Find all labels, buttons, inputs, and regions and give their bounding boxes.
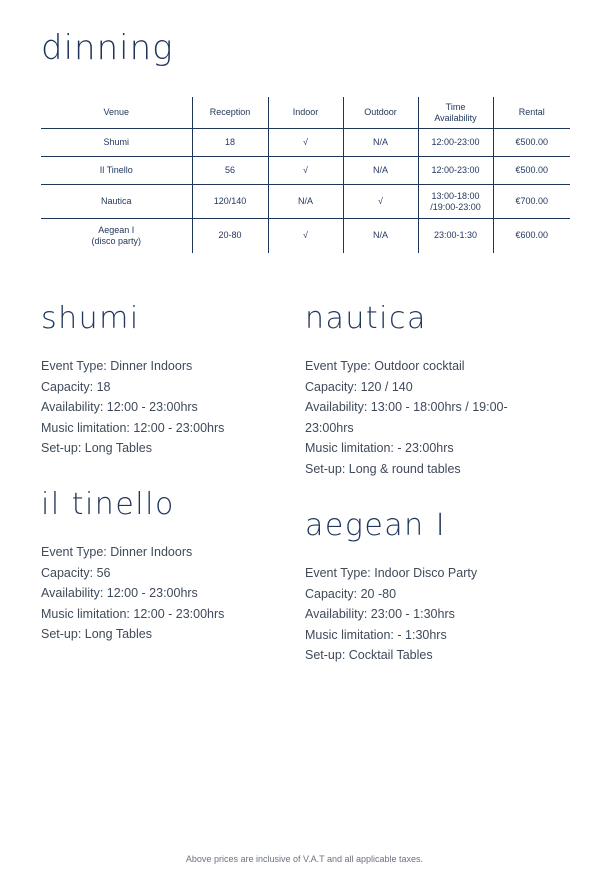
table-cell: 12:00-23:00 xyxy=(418,129,493,157)
table-cell: N/A xyxy=(343,129,418,157)
table-cell: √ xyxy=(268,129,343,157)
table-header-row xyxy=(41,97,570,129)
detail-music-limitation: Music limitation: 12:00 - 23:00hrs xyxy=(41,420,225,435)
table-cell: €700.00 xyxy=(493,185,570,219)
table-cell: Aegean I (disco party) xyxy=(91,224,141,246)
table-cell: 18 xyxy=(192,129,268,157)
table-cell: €500.00 xyxy=(493,129,570,157)
section-il-tinello xyxy=(41,487,291,645)
section-title: aegean I xyxy=(305,508,447,543)
table-cell: N/A xyxy=(343,157,418,185)
detail-event-type: Event Type: Dinner Indoors xyxy=(41,545,193,559)
table-cell: Shumi xyxy=(41,129,192,157)
table-cell: N/A xyxy=(343,219,418,253)
table-row xyxy=(41,219,570,253)
column-header-indoor: Indoor xyxy=(268,97,343,129)
detail-event-type: Event Type: Dinner Indoors xyxy=(41,359,193,373)
table-cell: €500.00 xyxy=(493,157,570,185)
column-header-reception: Reception xyxy=(192,97,268,129)
section-details xyxy=(41,542,291,645)
detail-setup: Set-up: Long & round tables xyxy=(305,461,461,476)
detail-capacity: Capacity: 20 -80 xyxy=(305,586,397,601)
detail-availability-continued: 23:00hrs xyxy=(305,420,354,435)
detail-setup: Set-up: Cocktail Tables xyxy=(305,648,433,663)
section-details xyxy=(305,356,575,480)
table-cell: √ xyxy=(268,219,343,253)
table-cell: 120/140 xyxy=(192,185,268,219)
table-cell: √ xyxy=(343,185,418,219)
detail-setup: Set-up: Long Tables xyxy=(41,627,152,642)
footer-note: Above prices are inclusive of V.A.T and all applicable taxes. xyxy=(185,854,424,864)
section-title: il tinello xyxy=(41,487,175,522)
column-header-venue: Venue xyxy=(41,97,192,129)
section-nautica xyxy=(305,301,575,480)
section-details xyxy=(305,563,575,666)
section-title: nautica xyxy=(305,301,427,336)
table-cell: 56 xyxy=(192,157,268,185)
table-cell: 12:00-23:00 xyxy=(418,157,493,185)
table-row xyxy=(41,129,570,157)
detail-availability: Availability: 12:00 - 23:00hrs xyxy=(41,400,198,415)
detail-music-limitation: Music limitation: 12:00 - 23:00hrs xyxy=(41,606,225,621)
section-shumi xyxy=(41,301,291,459)
venue-table xyxy=(41,97,570,253)
column-header-outdoor: Outdoor xyxy=(343,97,418,129)
table-cell: 23:00-1:30 xyxy=(418,219,493,253)
table-cell: N/A xyxy=(268,185,343,219)
detail-setup: Set-up: Long Tables xyxy=(41,441,152,456)
column-header-time-availability: Time Availability xyxy=(418,97,493,129)
table-row xyxy=(41,185,570,219)
table-cell: 20-80 xyxy=(192,219,268,253)
detail-event-type: Event Type: Outdoor cocktail xyxy=(305,359,465,373)
section-aegean xyxy=(305,508,575,666)
detail-capacity: Capacity: 120 / 140 xyxy=(305,379,413,394)
table-cell: Il Tinello xyxy=(41,157,192,185)
table-cell: €600.00 xyxy=(493,219,570,253)
section-title: shumi xyxy=(41,301,140,336)
detail-capacity: Capacity: 56 xyxy=(41,565,111,580)
detail-availability: Availability: 23:00 - 1:30hrs xyxy=(305,607,455,622)
detail-availability: Availability: 12:00 - 23:00hrs xyxy=(41,586,198,601)
table-cell: √ xyxy=(268,157,343,185)
section-details xyxy=(41,356,291,459)
table-cell: 13:00-18:00 /19:00-23:00 xyxy=(418,185,493,219)
detail-capacity: Capacity: 18 xyxy=(41,379,111,394)
detail-availability: Availability: 13:00 - 18:00hrs / 19:00- xyxy=(305,400,508,415)
detail-music-limitation: Music limitation: - 1:30hrs xyxy=(305,627,447,642)
page-title: dinning xyxy=(41,28,174,68)
detail-music-limitation: Music limitation: - 23:00hrs xyxy=(305,441,454,456)
detail-event-type: Event Type: Indoor Disco Party xyxy=(305,566,478,580)
table-cell: Nautica xyxy=(41,185,192,219)
table-row xyxy=(41,157,570,185)
column-header-rental: Rental xyxy=(493,97,570,129)
